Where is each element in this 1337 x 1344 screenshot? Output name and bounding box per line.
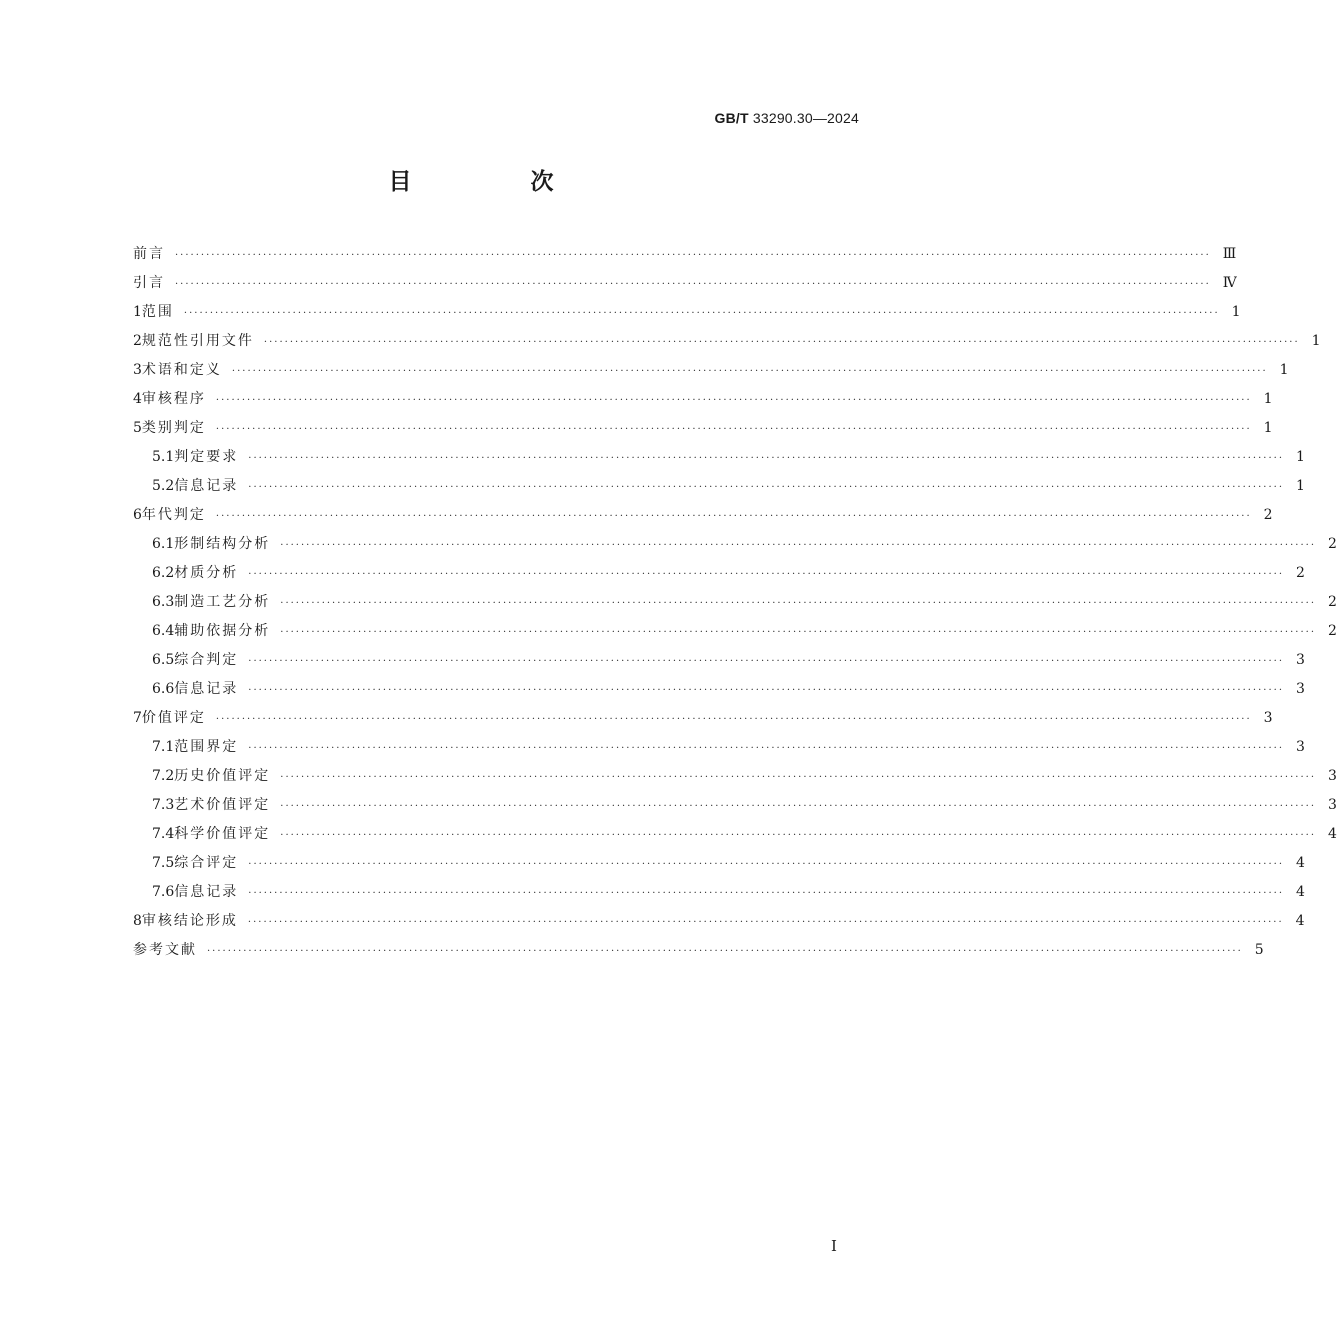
toc-entry-page: 4 [1328, 826, 1337, 842]
toc-entry-title: 形制结构分析 [174, 536, 271, 552]
page-title: 目 次 [388, 169, 602, 195]
toc-entry-page: 4 [1296, 884, 1305, 900]
table-of-contents [133, 240, 1337, 965]
toc-entry-page: 3 [1263, 710, 1273, 726]
toc-leader-dots: ········································································································································································································ [207, 946, 1243, 957]
toc-leader-dots: ········································································································································································································ [175, 279, 1211, 290]
toc-entry-title: 历史价值评定 [174, 768, 271, 784]
toc-entry-page: 3 [1296, 739, 1305, 755]
toc-entry[interactable] [133, 559, 1305, 588]
toc-entry-number: 7.3 [152, 797, 175, 813]
toc-entry-title: 参考文献 [133, 942, 197, 958]
toc-leader-dots: ········································································································································································································ [248, 482, 1285, 493]
toc-leader-dots: ········································································································································································································ [280, 801, 1317, 812]
toc-entry-number: 5.2 [152, 478, 175, 494]
toc-entry-title: 艺术价值评定 [174, 797, 271, 813]
toc-entry-title: 审核程序 [141, 391, 206, 407]
toc-entry-number: 3 [133, 362, 142, 378]
toc-entry-number: 6.3 [152, 594, 175, 610]
toc-entry-title: 价值评定 [141, 710, 206, 726]
toc-leader-dots: ········································································································································································································ [183, 308, 1220, 319]
toc-entry-page: 2 [1263, 507, 1273, 523]
toc-leader-dots: ········································································································································································································ [247, 917, 1284, 928]
toc-entry-page: 4 [1296, 855, 1305, 871]
toc-entry-number: 5.1 [152, 449, 175, 465]
toc-entry-page: 1 [1296, 449, 1305, 465]
toc-entry-page: 1 [1263, 420, 1273, 436]
toc-entry-title: 术语和定义 [141, 362, 222, 378]
toc-entry-number: 7.5 [152, 855, 175, 871]
toc-entry[interactable] [133, 936, 1264, 965]
toc-leader-dots: ········································································································································································································ [280, 830, 1317, 841]
toc-entry-title: 综合判定 [174, 652, 239, 668]
toc-entry-page: 3 [1328, 768, 1337, 784]
toc-entry[interactable] [133, 530, 1337, 559]
toc-entry-title: 辅助依据分析 [174, 623, 271, 639]
toc-leader-dots: ········································································································································································································ [248, 569, 1285, 580]
toc-entry-page: 1 [1231, 304, 1241, 320]
document-code-prefix: GB/T [714, 110, 749, 126]
toc-entry-number: 7.2 [152, 768, 175, 784]
toc-entry[interactable] [133, 443, 1305, 472]
toc-leader-dots: ········································································································································································································ [248, 888, 1285, 899]
toc-entry[interactable] [133, 472, 1305, 501]
toc-entry[interactable] [133, 240, 1237, 269]
toc-leader-dots: ········································································································································································································ [280, 772, 1317, 783]
toc-entry-page: 2 [1328, 594, 1337, 610]
toc-entry-number: 6.1 [152, 536, 175, 552]
toc-entry-page: 2 [1296, 565, 1305, 581]
toc-entry-title: 制造工艺分析 [174, 594, 271, 610]
toc-entry[interactable] [133, 878, 1305, 907]
toc-entry-number: 7 [133, 710, 142, 726]
toc-entry[interactable] [133, 762, 1337, 791]
toc-entry[interactable] [133, 327, 1321, 356]
toc-leader-dots: ········································································································································································································ [215, 511, 1252, 522]
toc-entry-number: 4 [133, 391, 142, 407]
toc-leader-dots: ········································································································································································································ [175, 250, 1211, 261]
toc-entry[interactable] [133, 704, 1273, 733]
toc-leader-dots: ········································································································································································································ [215, 395, 1252, 406]
toc-entry-title: 科学价值评定 [174, 826, 271, 842]
toc-entry[interactable] [133, 617, 1337, 646]
toc-entry[interactable] [133, 791, 1337, 820]
toc-entry-page: 3 [1328, 797, 1337, 813]
toc-leader-dots: ········································································································································································································ [263, 337, 1300, 348]
toc-entry-page: 1 [1311, 333, 1321, 349]
toc-entry-number: 6 [133, 507, 142, 523]
toc-entry-page: Ⅲ [1222, 246, 1237, 262]
toc-entry[interactable] [133, 675, 1305, 704]
toc-entry-number: 7.6 [152, 884, 175, 900]
document-code [715, 110, 859, 126]
toc-entry-page: 3 [1296, 652, 1305, 668]
toc-entry-title: 审核结论形成 [141, 913, 238, 929]
toc-entry-title: 信息记录 [174, 478, 239, 494]
toc-entry-number: 1 [133, 304, 142, 320]
toc-leader-dots: ········································································································································································································ [280, 540, 1317, 551]
toc-leader-dots: ········································································································································································································ [215, 424, 1252, 435]
toc-leader-dots: ········································································································································································································ [248, 453, 1285, 464]
toc-entry-title: 引言 [133, 275, 165, 291]
toc-entry-number: 7.1 [152, 739, 175, 755]
toc-entry-title: 范围 [141, 304, 174, 320]
toc-entry-number: 2 [133, 333, 142, 349]
toc-entry-page: 3 [1296, 681, 1305, 697]
toc-entry[interactable] [133, 414, 1273, 443]
toc-entry-number: 5 [133, 420, 142, 436]
toc-entry-page: 2 [1328, 623, 1337, 639]
toc-entry-title: 综合评定 [174, 855, 239, 871]
page-number: Ⅰ [831, 1237, 837, 1255]
toc-entry-page: 1 [1279, 362, 1289, 378]
toc-entry[interactable] [133, 646, 1305, 675]
toc-entry[interactable] [133, 501, 1273, 530]
toc-entry-number: 6.5 [152, 652, 175, 668]
document-code-number: 33290.30—2024 [748, 110, 859, 126]
toc-leader-dots: ········································································································································································································ [215, 714, 1252, 725]
toc-entry-page: 4 [1295, 913, 1305, 929]
toc-leader-dots: ········································································································································································································ [231, 366, 1268, 377]
toc-entry-page: 5 [1254, 942, 1264, 958]
toc-entry[interactable] [133, 907, 1305, 936]
toc-entry-title: 类别判定 [141, 420, 206, 436]
toc-entry[interactable] [133, 820, 1337, 849]
toc-entry-number: 6.6 [152, 681, 175, 697]
toc-entry-number: 8 [133, 913, 142, 929]
toc-leader-dots: ········································································································································································································ [280, 627, 1317, 638]
toc-entry-number: 6.2 [152, 565, 175, 581]
toc-entry-title: 判定要求 [174, 449, 239, 465]
toc-entry-page: 1 [1296, 478, 1305, 494]
toc-entry-title: 范围界定 [174, 739, 239, 755]
toc-entry-title: 规范性引用文件 [141, 333, 254, 349]
toc-leader-dots: ········································································································································································································ [248, 743, 1285, 754]
toc-leader-dots: ········································································································································································································ [248, 656, 1285, 667]
toc-entry-number: 7.4 [152, 826, 175, 842]
toc-entry[interactable] [133, 269, 1237, 298]
toc-entry[interactable] [133, 298, 1241, 327]
toc-entry-title: 前言 [133, 246, 165, 262]
toc-entry[interactable] [133, 588, 1337, 617]
toc-leader-dots: ········································································································································································································ [248, 859, 1285, 870]
toc-entry-title: 信息记录 [174, 884, 239, 900]
toc-entry[interactable] [133, 849, 1305, 878]
toc-entry-page: 1 [1263, 391, 1273, 407]
toc-entry-page: Ⅳ [1222, 275, 1237, 291]
toc-entry-page: 2 [1328, 536, 1337, 552]
toc-entry[interactable] [133, 733, 1305, 762]
toc-entry-title: 材质分析 [174, 565, 239, 581]
toc-leader-dots: ········································································································································································································ [248, 685, 1285, 696]
toc-entry-number: 6.4 [152, 623, 175, 639]
toc-entry-title: 年代判定 [141, 507, 206, 523]
toc-leader-dots: ········································································································································································································ [280, 598, 1317, 609]
toc-entry[interactable] [133, 356, 1289, 385]
toc-entry[interactable] [133, 385, 1273, 414]
toc-entry-title: 信息记录 [174, 681, 239, 697]
